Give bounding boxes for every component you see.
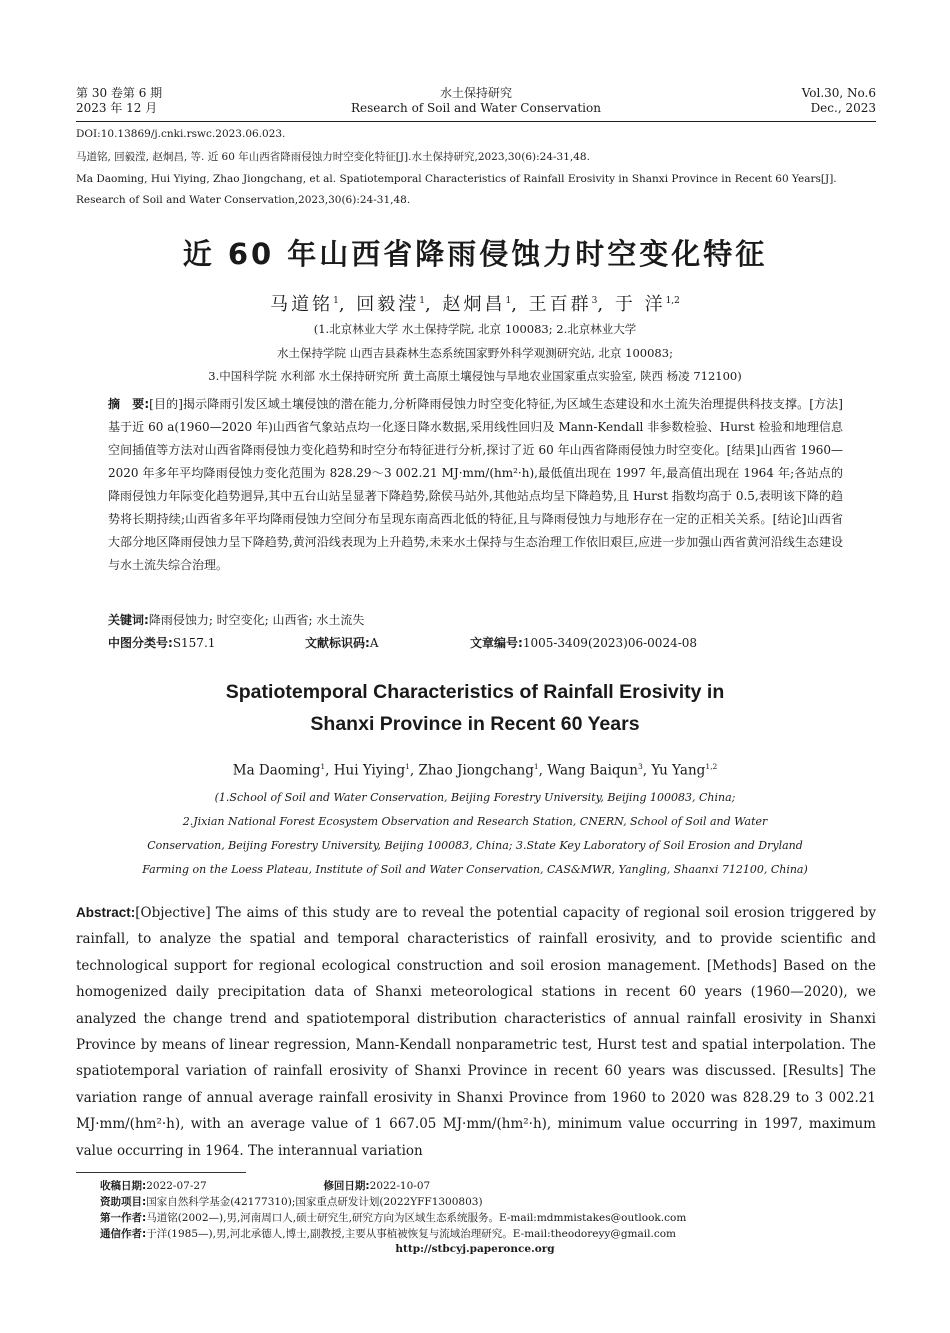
author-name: 回毅滢: [356, 294, 420, 315]
authors-english: Ma Daoming$^1$, Hui Yiying$^1$, Zhao Jiongchang$^1$, Wang Baiqun$^3$, Yu Yang$^{1,2}$: [232, 762, 718, 779]
author-name: 王百群: [528, 294, 592, 315]
title-chinese: 近 60 年山西省降雨侵蚀力时空变化特征: [182, 237, 768, 271]
abstract-en-label: Abstract:: [76, 905, 136, 920]
keywords-text: 降雨侵蚀力; 时空变化; 山西省; 水土流失: [148, 613, 365, 627]
author-affiliation-mark: 1,2: [665, 296, 680, 306]
citation-en-line2: Research of Soil and Water Conservation,2023,30(6):24-31,48.: [76, 194, 411, 206]
corresponding-author-row: 通信作者:于洋(1985—),男,河北承德人,博士,副教授,主要从事植被恢复与流域治理研究。E-mail:theodoreyy@gmail.com: [100, 1228, 676, 1240]
author-affiliation-mark: 1: [405, 762, 410, 771]
running-header: [76, 86, 876, 120]
journal-url-link[interactable]: http://stbcyj.paperonce.org: [395, 1243, 555, 1255]
footnote: [100, 1178, 860, 1242]
author-affiliation-mark: 1: [320, 762, 326, 771]
footnote-rule: [76, 1172, 246, 1173]
keywords-label: 关键词:: [108, 613, 149, 627]
author-name: Zhao Jiongchang: [418, 762, 534, 779]
citation-en-line1: Ma Daoming, Hui Yiying, Zhao Jiongchang, et al. Spatiotemporal Characteristics of Rainfall Erosivity in Shanxi Province in Recent 60 Years[J].: [76, 173, 837, 185]
author-affiliation-mark: 3: [637, 762, 643, 771]
authors-chinese: 马道铭$^1$, 回毅滢$^1$, 赵炯昌$^1$, 王百群$^3$, 于 洋$^{1,2}$: [270, 294, 680, 315]
journal-name: 水土保持研究 Research of Soil and Water Conservation: [351, 86, 601, 115]
abstract-cn-text: [目的]揭示降雨引发区域土壤侵蚀的潜在能力,分析降雨侵蚀力时空变化特征,为区域生态建设和水土流失治理提供科技支撑。[方法]基于近 60 a(1960—2020 年)山西省气象站点均一化逐日降水数据,采用线性回归及 Mann-Kendall 非参数检验、Hurst 检验和地理信息空间插值等方法对山西省降雨侵蚀力变化趋势和时空分布特征进行分析,探讨了近 60 年山西省降雨侵蚀力时空变化。[结果]山西省 1960—2020 年多年平均降雨侵蚀力变化范围为 828.29～3 002.21 MJ·mm/(hm²·h),最低值出现在 1997 年,最高值出现在 1964 年;各站点的降雨侵蚀力年际变化趋势迥异,其中五台山站呈显著下降趋势,除侯马站外,其他站点均呈下降趋势,且 Hurst 指数均高于 0.5,表明该下降的趋势将长期持续;山西省多年平均降雨侵蚀力空间分布呈现东南高西北低的特征,且与降雨侵蚀力与地形存在一定的正相关关系。[结论]山西省大部分地区降雨侵蚀力呈下降趋势,黄河沿线表现为上升趋势,未来水土保持与生态治理工作依旧艰巨,应进一步加强山西省黄河沿线生态建设与水土流失综合治理。: [108, 397, 843, 572]
author-affiliation-mark: 1: [333, 296, 339, 306]
funding-row: 资助项目:国家自然科学基金(42177310);国家重点研发计划(2022YFF1300803): [100, 1196, 483, 1208]
affiliations-english: (1.School of Soil and Water Conservation, Beijing Forestry University, Beijing 100083, China; 2.Jixian National Forest Ecosystem Observation and Research Station, CNERN, School of Soil and Water Conservation, Beijing Forestry University, Beijing 100083, China; 3.State Key Laboratory of Soil Erosion and Dryland Farming on the Loess Plateau, Institute of Soil and Water Conservation, CAS&MWR, Yangling, Shaanxi 712100, China): [142, 791, 808, 876]
author-name: Ma Daoming: [232, 762, 321, 779]
affiliation-cn-line2: 水土保持学院 山西吉县森林生态系统国家野外科学观测研究站, 北京 100083;: [277, 346, 673, 360]
first-author-row: 第一作者:马道铭(2002—),男,河南周口人,硕士研究生,研究方向为区域生态系统服务。E-mail:mdmmistakes@outlook.com: [100, 1212, 687, 1224]
affiliation-cn-line1: (1.北京林业大学 水土保持学院, 北京 100083; 2.北京林业大学: [313, 322, 637, 336]
citation-cn: 马道铭, 回毅滢, 赵炯昌, 等. 近 60 年山西省降雨侵蚀力时空变化特征[J].水土保持研究,2023,30(6):24-31,48.: [76, 151, 590, 163]
header-rule: [76, 121, 876, 122]
author-name: 赵炯昌: [442, 294, 506, 315]
title-english: Spatiotemporal Characteristics of Rainfall Erosivity in Shanxi Province in Recent 60 Years: [225, 681, 725, 735]
author-name: 于 洋: [614, 294, 666, 315]
author-name: Hui Yiying: [333, 762, 406, 779]
doi-line[interactable]: DOI:10.13869/j.cnki.rswc.2023.06.023.: [76, 128, 286, 140]
abstract-chinese: [108, 393, 843, 577]
clc-number: 中图分类号:S157.1: [108, 636, 216, 650]
author-name: Wang Baiqun: [547, 762, 638, 779]
volume-info: Vol.30, No.6 Dec., 2023: [801, 86, 876, 115]
affiliation-cn-line3: 3.中国科学院 水利部 水土保持研究所 黄土高原土壤侵蚀与旱地农业国家重点实验室, 陕西 杨凌 712100): [208, 369, 742, 383]
author-affiliation-mark: 1: [533, 762, 539, 771]
author-name: 马道铭: [270, 294, 334, 315]
author-name: Yu Yang: [651, 762, 706, 779]
author-affiliation-mark: 1: [505, 296, 512, 306]
author-affiliation-mark: 1,2: [705, 762, 718, 771]
keywords-chinese: [108, 609, 843, 632]
dates-row: 收稿日期:2022-07-27 修回日期:2022-10-07: [100, 1180, 431, 1192]
author-affiliation-mark: 1: [419, 296, 426, 306]
article-number: 文章编号:1005-3409(2023)06-0024-08: [470, 636, 698, 650]
issue-info: 第 30 卷第 6 期 2023 年 12 月: [76, 86, 163, 115]
author-affiliation-mark: 3: [591, 296, 598, 306]
document-code: 文献标识码:A: [305, 636, 379, 650]
abstract-en-text: [Objective] The aims of this study are to reveal the potential capacity of regional soil erosion triggered by rainfall, to analyze the spatial and temporal characteristics of rainfall erosivity, and to provide scientific and technological support for regional ecological construction and soil erosion management. [Methods] Based on the homogenized daily precipitation data of Shanxi meteorological stations in recent 60 years (1960—2020), we analyzed the change trend and spatiotemporal distribution characteristics of annual rainfall erosivity in Shanxi Province by means of linear regression, Mann-Kendall nonparametric test, Hurst test and spatial interpolation. The spatiotemporal variation of rainfall erosivity of Shanxi Province in recent 60 years was discussed. [Results] The variation range of annual average rainfall erosivity in Shanxi Province from 1960 to 2020 was 828.29 to 3 002.21 MJ·mm/(hm²·h), with an average value of 1 667.05 MJ·mm/(hm²·h), minimum value occurring in 1997, maximum value occurring in 1964. The interannual variation: [76, 905, 876, 1159]
abstract-english: [76, 900, 876, 1164]
abstract-cn-label: 摘 要:: [108, 397, 150, 411]
